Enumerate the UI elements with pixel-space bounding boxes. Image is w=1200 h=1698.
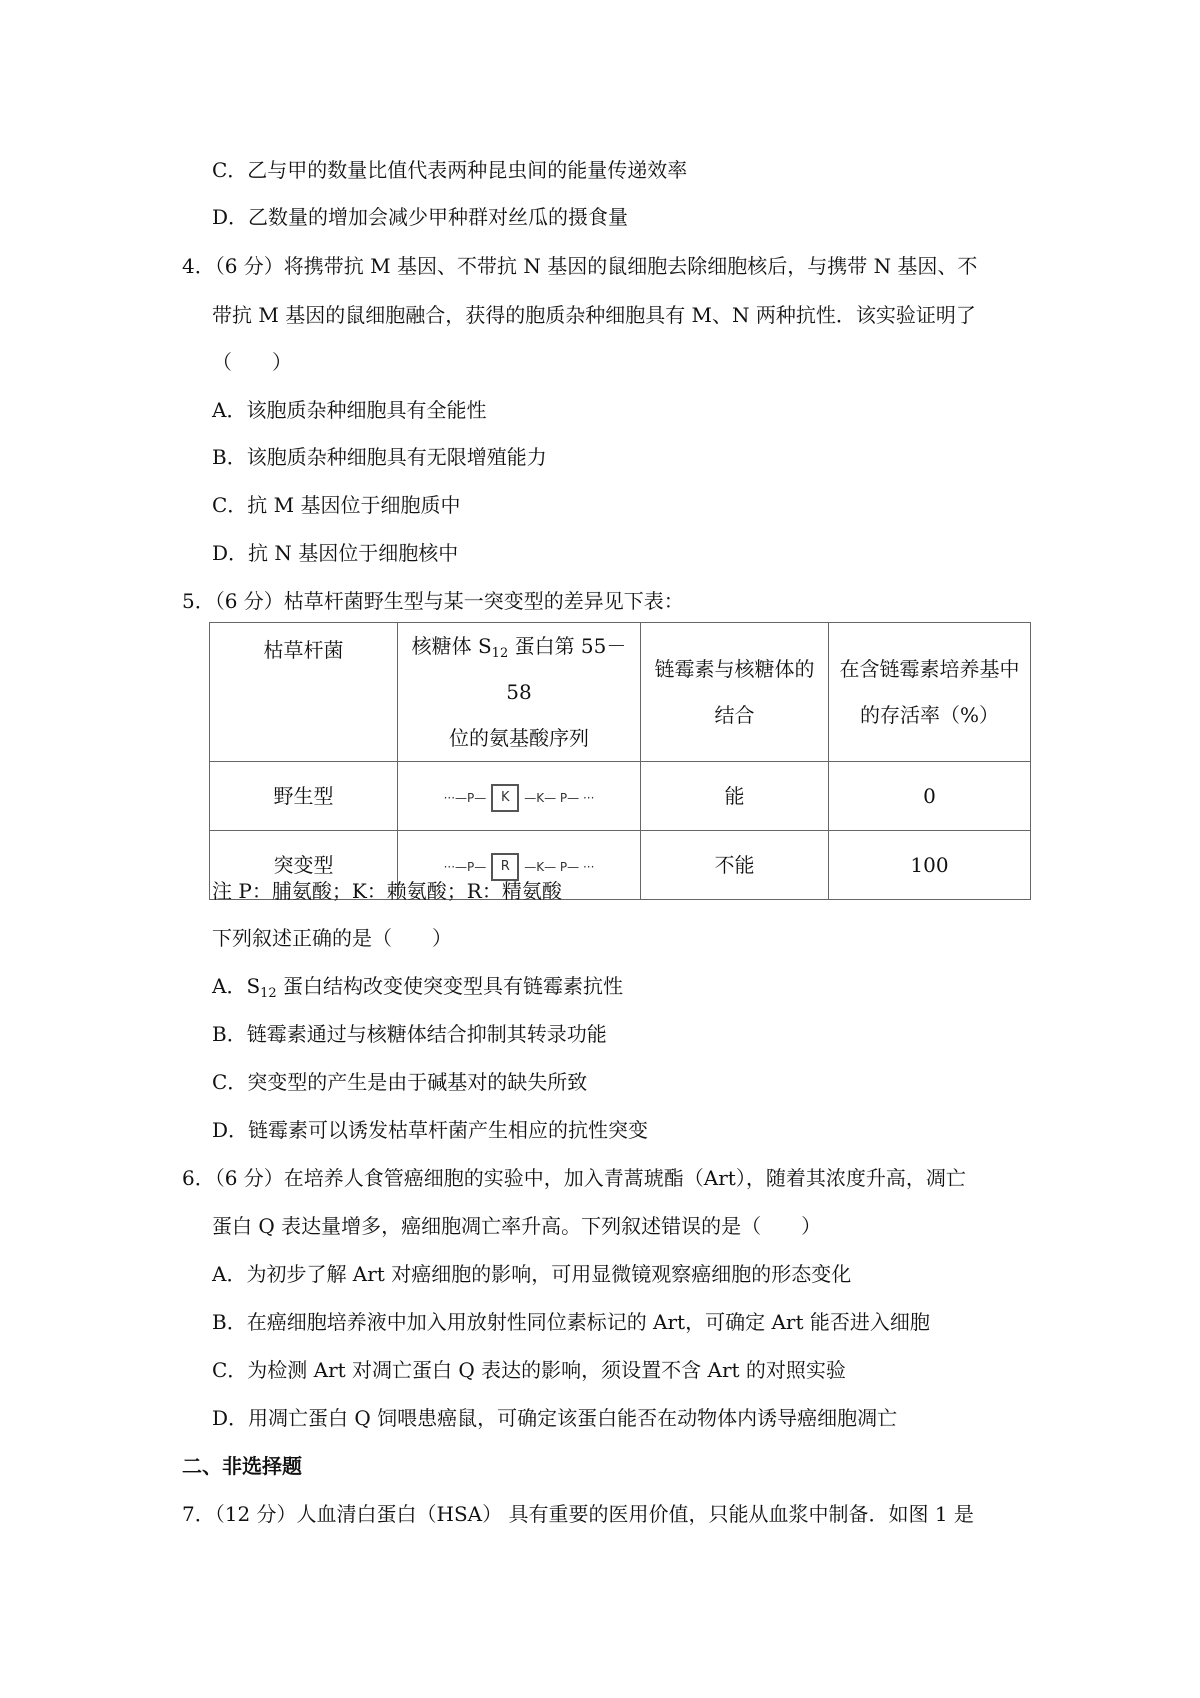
q3-option-c: C．乙与甲的数量比值代表两种昆虫间的能量传递效率: [212, 158, 688, 182]
q4-option-a: A．该胞质杂种细胞具有全能性: [212, 398, 487, 422]
q5-option-c: C．突变型的产生是由于碱基对的缺失所致: [212, 1070, 588, 1094]
amino-acid-sequence: ···—P— R —K— P— ···: [442, 853, 597, 881]
highlighted-residue-box: K: [491, 784, 519, 812]
q4-stem-line1: 4．（6 分）将携带抗 M 基因、不带抗 N 基因的鼠细胞去除细胞核后，与携带 N 基因、不: [182, 254, 978, 278]
q5-option-d: D．链霉素可以诱发枯草杆菌产生相应的抗性突变: [212, 1118, 649, 1142]
highlighted-residue-box: R: [491, 853, 519, 881]
q5-option-a: A．$S_{12}$ 蛋白结构改变使突变型具有链霉素抗性: [212, 974, 624, 1001]
q6-option-c: C．为检测 Art 对凋亡蛋白 Q 表达的影响，须设置不含 Art 的对照实验: [212, 1358, 846, 1382]
q4-option-c: C．抗 M 基因位于细胞质中: [212, 493, 461, 517]
q6-stem-line1: 6．（6 分）在培养人食管癌细胞的实验中，加入青蒿琥酯（Art），随着其浓度升高，凋亡: [182, 1166, 966, 1190]
q6-option-a: A．为初步了解 Art 对癌细胞的影响，可用显微镜观察癌细胞的形态变化: [212, 1262, 852, 1286]
amino-acid-sequence: ···—P— K —K— P— ···: [442, 784, 597, 812]
header-survival: [829, 623, 1031, 762]
header-binding-line2: 结合: [714, 703, 755, 727]
table-header-row: [210, 623, 1031, 762]
header-survival-line1: 在含链霉素培养基中: [839, 657, 1020, 681]
header-bacteria-text: 枯草杆菌: [263, 638, 344, 662]
header-sequence-line2: 位的氨基酸序列: [449, 726, 589, 750]
header-bacteria: [210, 623, 398, 762]
row-binding: 能: [641, 762, 829, 831]
q3-option-d: D．乙数量的增加会减少甲种群对丝瓜的摄食量: [212, 205, 629, 229]
table-row: [210, 762, 1031, 831]
q6-stem-line2: 蛋白 Q 表达量增多，癌细胞凋亡率升高。下列叙述错误的是（ ）: [212, 1214, 822, 1238]
q4-option-d: D．抗 N 基因位于细胞核中: [212, 541, 459, 565]
row-survival: 100: [829, 831, 1031, 900]
q4-option-b: B．该胞质杂种细胞具有无限增殖能力: [212, 445, 547, 469]
q4-stem-line2: 带抗 M 基因的鼠细胞融合，获得的胞质杂种细胞具有 M、N 两种抗性．该实验证明了: [212, 303, 976, 327]
row-sequence: [398, 762, 641, 831]
q5-option-b: B．链霉素通过与核糖体结合抑制其转录功能: [212, 1022, 607, 1046]
header-binding-line1: 链霉素与核糖体的: [654, 657, 815, 681]
q5-note: 注 P：脯氨酸；K：赖氨酸；R：精氨酸: [212, 879, 562, 903]
q6-option-d: D．用凋亡蛋白 Q 饲喂患癌鼠，可确定该蛋白能否在动物体内诱导癌细胞凋亡: [212, 1406, 898, 1430]
q5-stem: 5．（6 分）枯草杆菌野生型与某一突变型的差异见下表：: [182, 589, 684, 613]
q6-option-b: B．在癌细胞培养液中加入用放射性同位素标记的 Art，可确定 Art 能否进入细胞: [212, 1310, 930, 1334]
header-binding: [641, 623, 829, 762]
row-survival: 0: [829, 762, 1031, 831]
q5-table: [209, 622, 1031, 900]
q7-stem-line1: 7．（12 分）人血清白蛋白（HSA） 具有重要的医用价值，只能从血浆中制备．如图 1 是: [182, 1502, 974, 1526]
row-binding: 不能: [641, 831, 829, 900]
q5-ask: 下列叙述正确的是（ ）: [212, 926, 452, 950]
q4-stem-line3: （ ）: [212, 350, 292, 374]
header-sequence: [398, 623, 641, 762]
row-name: 突变型: [210, 831, 398, 900]
header-survival-line2: 的存活率（%）: [859, 703, 999, 727]
section-heading: 二、非选择题: [182, 1454, 302, 1478]
header-sequence-line1: 核糖体 $S_{12}$ 蛋白第 55－58: [411, 634, 627, 704]
row-name: 野生型: [210, 762, 398, 831]
